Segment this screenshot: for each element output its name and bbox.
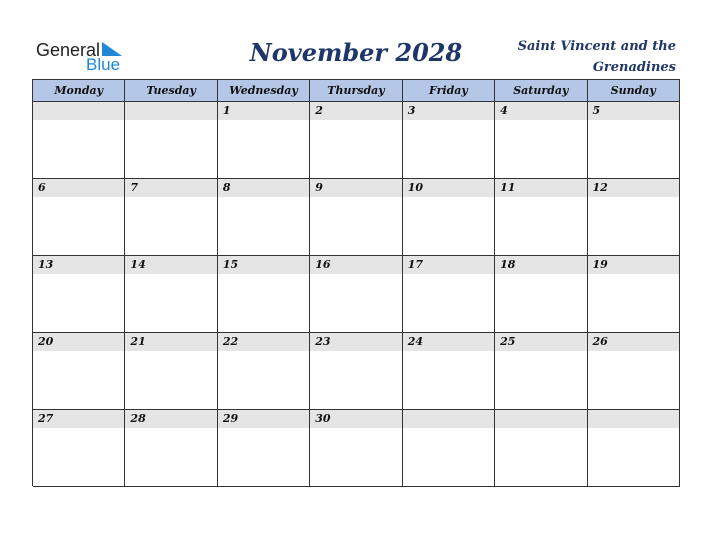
- day-cell: [218, 179, 310, 256]
- day-number: 20: [38, 335, 54, 348]
- day-number: 14: [130, 258, 146, 271]
- day-cell: [588, 102, 680, 179]
- day-cell: [218, 256, 310, 333]
- day-number: 6: [38, 181, 46, 194]
- day-cell: [33, 256, 125, 333]
- day-number: 18: [500, 258, 516, 271]
- day-cell: [218, 102, 310, 179]
- weekday-monday: Monday: [33, 80, 125, 102]
- day-number: 15: [222, 258, 239, 271]
- day-cell: [495, 410, 587, 487]
- day-cell: [125, 410, 217, 487]
- day-cell: [495, 102, 587, 179]
- day-number-band: [495, 102, 586, 120]
- day-number: 13: [38, 258, 54, 271]
- day-number-band: [310, 102, 401, 120]
- day-cell: [403, 333, 495, 410]
- day-cell: [125, 333, 217, 410]
- day-number-band: [588, 102, 679, 120]
- weekday-thursday: Thursday: [310, 80, 402, 102]
- day-cell: [403, 410, 495, 487]
- week-row: [33, 179, 680, 256]
- day-number: 4: [500, 104, 508, 117]
- day-cell: [403, 179, 495, 256]
- day-cell: [403, 102, 495, 179]
- logo-flag-icon: [100, 42, 122, 56]
- day-number: 16: [315, 258, 331, 271]
- day-cell: [588, 410, 680, 487]
- region-line-1: Saint Vincent and the: [517, 39, 676, 54]
- day-number: 25: [500, 335, 516, 348]
- day-number: 12: [592, 181, 608, 194]
- day-number: 26: [592, 335, 608, 348]
- day-cell: [310, 410, 402, 487]
- day-cell: [588, 333, 680, 410]
- day-cell: [495, 256, 587, 333]
- day-cell: [310, 102, 402, 179]
- region-name: [476, 36, 676, 78]
- day-cell: [588, 256, 680, 333]
- day-number-band: [403, 410, 494, 428]
- day-number: 10: [407, 181, 423, 194]
- day-number: 29: [222, 412, 239, 425]
- day-number: 19: [592, 258, 608, 271]
- day-cell: [125, 102, 217, 179]
- day-number: 8: [222, 181, 231, 194]
- day-cell: [310, 333, 402, 410]
- day-number: 22: [222, 335, 239, 348]
- weekday-tuesday: Tuesday: [125, 80, 217, 102]
- weekday-sunday: Sunday: [588, 80, 680, 102]
- logo-text-blue: Blue: [86, 55, 121, 74]
- day-number: 21: [130, 335, 146, 348]
- day-number-band: [218, 179, 309, 197]
- weekday-wednesday: Wednesday: [218, 80, 310, 102]
- day-number-band: [125, 102, 216, 120]
- logo-text-general: General: [36, 40, 101, 60]
- weekday-saturday: Saturday: [495, 80, 587, 102]
- day-number: 23: [315, 335, 331, 348]
- generalblue-logo: [36, 38, 136, 78]
- calendar-grid: [32, 79, 680, 486]
- day-cell: [33, 179, 125, 256]
- day-number-band: [495, 410, 586, 428]
- day-number: 17: [407, 258, 423, 271]
- day-cell: [403, 256, 495, 333]
- day-number: 24: [407, 335, 423, 348]
- day-number-band: [403, 102, 494, 120]
- day-number: 2: [315, 104, 323, 117]
- week-row: [33, 102, 680, 179]
- day-cell: [218, 410, 310, 487]
- day-number: 30: [315, 412, 331, 425]
- page-title: November 2028: [249, 38, 463, 67]
- day-number-band: [310, 179, 401, 197]
- day-number-band: [218, 102, 309, 120]
- day-number: 9: [315, 181, 323, 194]
- day-number: 28: [130, 412, 146, 425]
- day-cell: [588, 179, 680, 256]
- day-number: 7: [130, 181, 139, 194]
- day-number: 5: [592, 104, 601, 117]
- day-cell: [218, 333, 310, 410]
- day-number-band: [33, 179, 124, 197]
- day-number: 27: [38, 412, 54, 425]
- day-cell: [33, 410, 125, 487]
- day-cell: [125, 256, 217, 333]
- week-row: [33, 410, 680, 487]
- weekday-friday: Friday: [403, 80, 495, 102]
- day-cell: [33, 333, 125, 410]
- day-cell: [310, 179, 402, 256]
- week-row: [33, 333, 680, 410]
- day-number: 11: [500, 181, 516, 194]
- day-number-band: [125, 179, 216, 197]
- region-line-2: Grenadines: [592, 60, 676, 75]
- week-row: [33, 256, 680, 333]
- weekday-header-row: [33, 80, 680, 102]
- day-cell: [33, 102, 125, 179]
- day-cell: [495, 179, 587, 256]
- day-cell: [125, 179, 217, 256]
- day-number-band: [588, 410, 679, 428]
- day-cell: [310, 256, 402, 333]
- day-number-band: [33, 102, 124, 120]
- day-number: 3: [407, 104, 416, 117]
- weeks-container: [33, 102, 680, 487]
- day-cell: [495, 333, 587, 410]
- day-number: 1: [222, 104, 231, 117]
